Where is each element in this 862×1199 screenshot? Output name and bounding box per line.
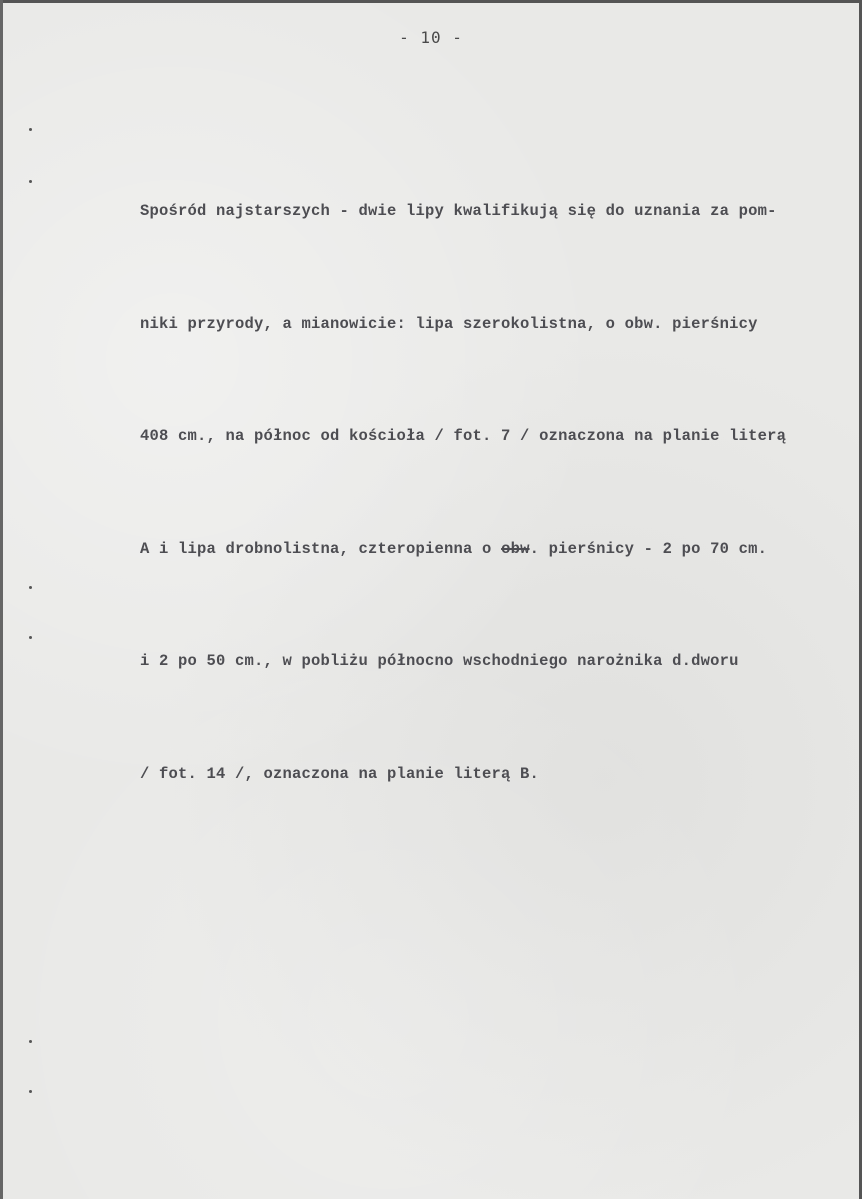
text-line — [140, 756, 850, 794]
margin-dot — [29, 636, 32, 639]
body-paragraph — [140, 118, 850, 868]
text-line-segment: 408 cm., na północ od kościoła / fot. 7 / oznaczona na planie literą — [140, 427, 787, 445]
struck-through-text: obw — [501, 539, 530, 558]
text-line-segment: / fot. 14 /, oznaczona na planie literą B. — [140, 764, 540, 783]
margin-dot — [29, 180, 32, 183]
text-line-segment: Spośród najstarszych - dwie lipy kwalifikują się do uznania za pom- — [140, 202, 777, 220]
text-line-segment: A i lipa drobnolistna, czteropienna o — [140, 539, 502, 558]
page-number: - 10 - — [399, 28, 463, 47]
scan-border-left — [0, 0, 3, 1199]
text-line — [140, 643, 850, 681]
text-line-segment: . pierśnicy - 2 po 70 cm. — [529, 539, 768, 558]
scan-border-top — [0, 0, 862, 3]
text-line — [140, 531, 850, 569]
text-line — [140, 193, 850, 231]
margin-dot — [29, 1040, 32, 1043]
margin-dot — [29, 128, 32, 131]
margin-dot — [29, 1090, 32, 1093]
text-line — [140, 306, 850, 344]
text-line — [140, 418, 850, 456]
text-line-segment: niki przyrody, a mianowicie: lipa szerokolistna, o obw. pierśnicy — [140, 314, 758, 333]
text-line-segment: i 2 po 50 cm., w pobliżu północno wschodniego narożnika d.dworu — [140, 652, 739, 670]
margin-dot — [29, 586, 32, 589]
